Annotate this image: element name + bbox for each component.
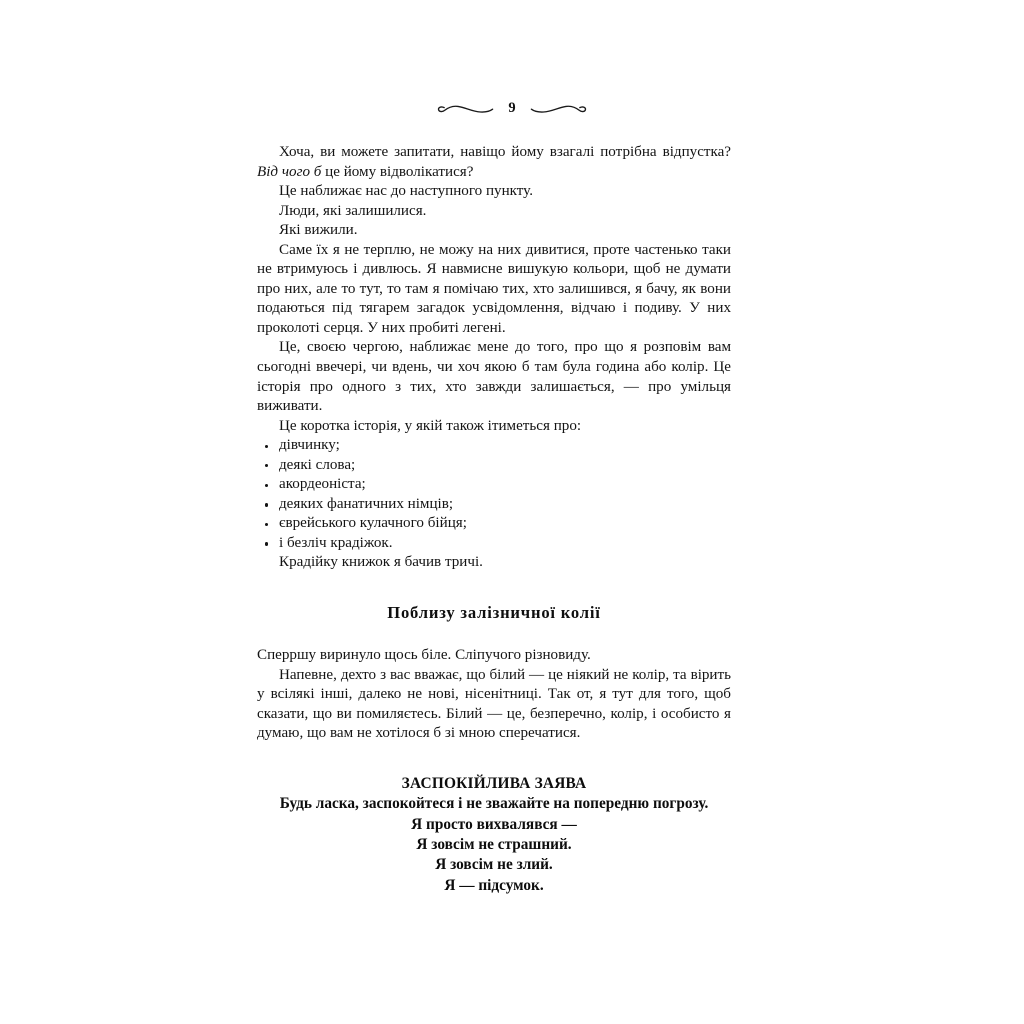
paragraph-1-part-a: Хоча, ви можете запитати, навіщо йому взагалі потрібна відпустка? xyxy=(279,144,731,160)
declaration-line: Я зовсім не страшний. xyxy=(416,835,572,853)
paragraph-after-list: Крадійку книжок я бачив тричі. xyxy=(279,554,483,571)
list-item-label: акордеоніста; xyxy=(279,476,366,493)
spacer-before-heading xyxy=(257,573,731,602)
list-item-label: єврейського кулачного бійця; xyxy=(279,515,467,532)
list-item xyxy=(257,456,731,476)
paragraph-8: Сперршу виринуло щось біле. Сліпучого різновиду. xyxy=(257,647,591,664)
flourish-right-icon xyxy=(530,100,588,118)
list-item-label: і безліч крадіжок. xyxy=(279,534,393,551)
bullet-icon xyxy=(265,542,268,545)
declaration-line: Я зовсім не злий. xyxy=(435,856,553,874)
paragraph-2: Це наближає нас до наступного пункту. xyxy=(279,183,533,200)
declaration-line: Будь ласка, заспокойтеся і не зважайте на попередню погрозу. xyxy=(279,795,709,813)
story-topics-list xyxy=(257,436,731,553)
list-item-label: дівчинку; xyxy=(279,437,340,454)
paragraph-9: Напевне, дехто з вас вважає, що білий — це ніякий не колір, та вірить у всілякі інші, далеко не нові, нісенітниці. Так от, я тут для того, щоб сказати, що ви помиляєтесь. Білий — це, безперечно, колір, і особисто я думаю, що вам не хотілося б зі мною сперечатися. xyxy=(257,666,731,742)
page-number: 9 xyxy=(508,100,516,117)
list-item-label: деяких фанатичних німців; xyxy=(279,495,454,512)
list-item xyxy=(257,495,731,515)
paragraph-3: Люди, які залишилися. xyxy=(279,202,427,219)
declaration-title: ЗАСПОКІЙЛИВА ЗАЯВА xyxy=(401,774,587,792)
bullet-icon xyxy=(265,484,268,487)
paragraph-1-part-b: це йому відволікатися? xyxy=(321,163,474,180)
spacer-after-heading xyxy=(257,624,731,646)
bullet-icon xyxy=(265,523,268,526)
spacer-before-declaration xyxy=(257,744,731,774)
bullet-icon xyxy=(265,445,268,448)
declaration-line: Я просто вихвалявся — xyxy=(411,815,577,833)
bullet-icon xyxy=(265,464,268,467)
section-heading: Поблизу залізничної колії xyxy=(387,603,601,623)
declaration-block xyxy=(257,774,731,896)
list-item-label: деякі слова; xyxy=(279,456,356,473)
text-column xyxy=(257,143,731,896)
paragraph-4: Які вижили. xyxy=(279,222,358,239)
paragraph-1 xyxy=(257,143,731,182)
list-item xyxy=(257,475,731,495)
paragraph-6: Це, своєю чергою, наближає мене до того, про що я розповім вам сьогодні ввечері, чи вдень, чи хоч якою б там була година або колір. Це історія про одного з тих, хто завжди залишається, — про умільця виживати. xyxy=(257,339,731,415)
paragraph-1-emphasis: Від чого б xyxy=(257,163,322,180)
list-item xyxy=(257,436,731,456)
page-folio xyxy=(0,98,1024,120)
bullet-icon xyxy=(265,503,268,506)
list-item xyxy=(257,534,731,554)
declaration-line: Я — підсумок. xyxy=(444,876,544,894)
list-item xyxy=(257,514,731,534)
flourish-left-icon xyxy=(436,100,494,118)
paragraph-5: Саме їх я не терплю, не можу на них дивитися, проте частенько таки не втримуюсь і дивлюсь. Я навмисне вишукую кольори, щоб не думати про них, але то тут, то там я помічаю тих, хто залишився, я бачу, як вони подаються під тягарем загадок усвідомлення, відчаю і подиву. У них проколоті серця. У них пробиті легені. xyxy=(257,241,731,336)
paragraph-7: Це коротка історія, у якій також ітиметься про: xyxy=(279,417,582,434)
